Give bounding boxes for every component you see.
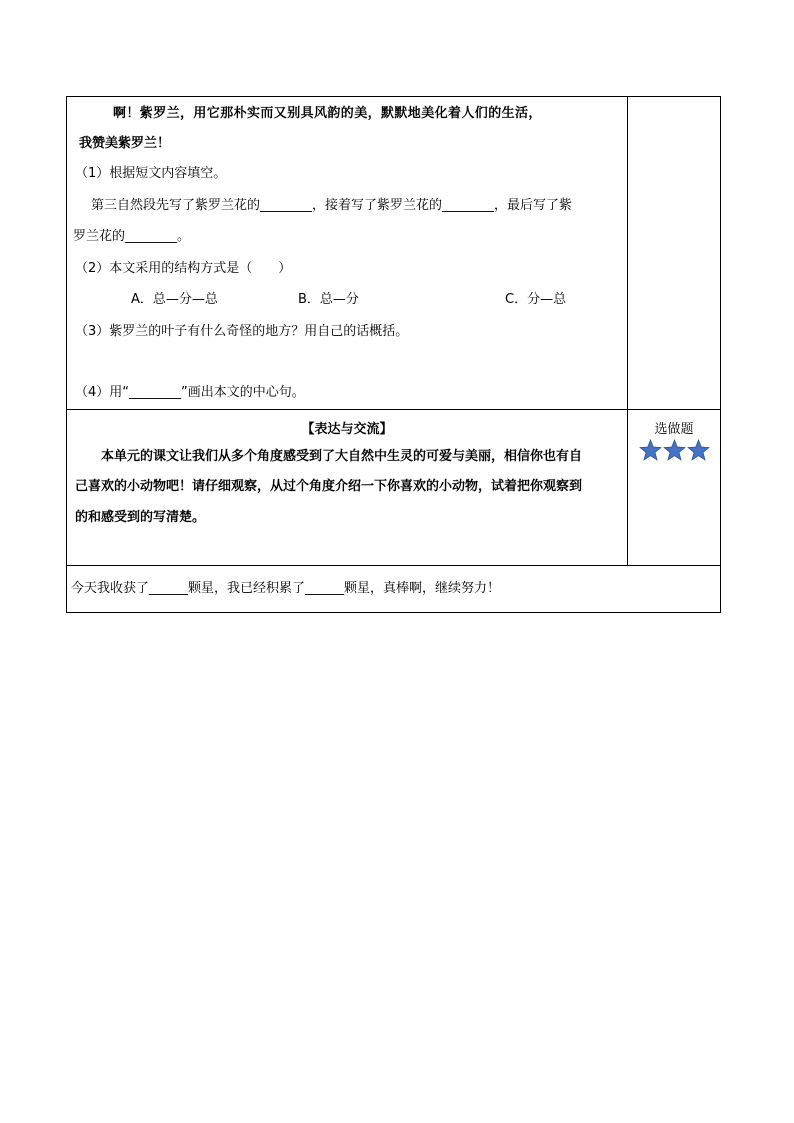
question-2-option-a: A．总—分—总 <box>131 292 218 307</box>
star-icon[interactable] <box>687 439 710 461</box>
expression-cell <box>67 410 628 566</box>
footer-cell <box>67 566 721 613</box>
worksheet <box>66 96 718 613</box>
expression-heading: 【表达与交流】 <box>301 422 393 437</box>
star-icon[interactable] <box>663 439 686 461</box>
question-1-title: （1）根据短文内容填空。 <box>75 166 227 181</box>
question-3-title: （3）紫罗兰的叶子有什么奇怪的地方？用自己的话概括。 <box>75 324 409 339</box>
optional-task-label: 选做题 <box>654 422 694 437</box>
passage-line-1: 啊！紫罗兰，用它那朴实而又别具风韵的美，默默地美化着人们的生活， <box>113 106 542 121</box>
question-1-line-1: 第三自然段先写了紫罗兰花的________，接着写了紫罗兰花的________，最后写了紫 <box>91 198 573 213</box>
question-2-option-b: B．总—分 <box>298 292 359 307</box>
reading-side-cell <box>628 97 721 410</box>
star-rating <box>628 439 720 461</box>
expression-line-3: 的和感受到的写清楚。 <box>75 510 206 525</box>
optional-task-cell <box>628 410 721 566</box>
expression-line-2: 己喜欢的小动物吧！请仔细观察，从过个角度介绍一下你喜欢的小动物，试着把你观察到 <box>75 479 583 494</box>
reading-cell <box>67 97 628 410</box>
passage-line-2: 我赞美紫罗兰！ <box>79 136 171 151</box>
star-icon[interactable] <box>639 439 662 461</box>
worksheet-table <box>66 96 721 613</box>
question-2-option-c: C．分—总 <box>505 292 567 307</box>
footer-text: 今天我收获了______颗星，我已经积累了______颗星，真棒啊，继续努力！ <box>71 581 501 596</box>
question-2-title: （2）本文采用的结构方式是（ ） <box>75 261 292 276</box>
question-4-title: （4）用“________”画出本文的中心句。 <box>75 385 305 400</box>
question-1-line-2: 罗兰花的________。 <box>73 229 191 244</box>
expression-line-1: 本单元的课文让我们从多个角度感受到了大自然中生灵的可爱与美丽，相信你也有自 <box>101 449 583 464</box>
